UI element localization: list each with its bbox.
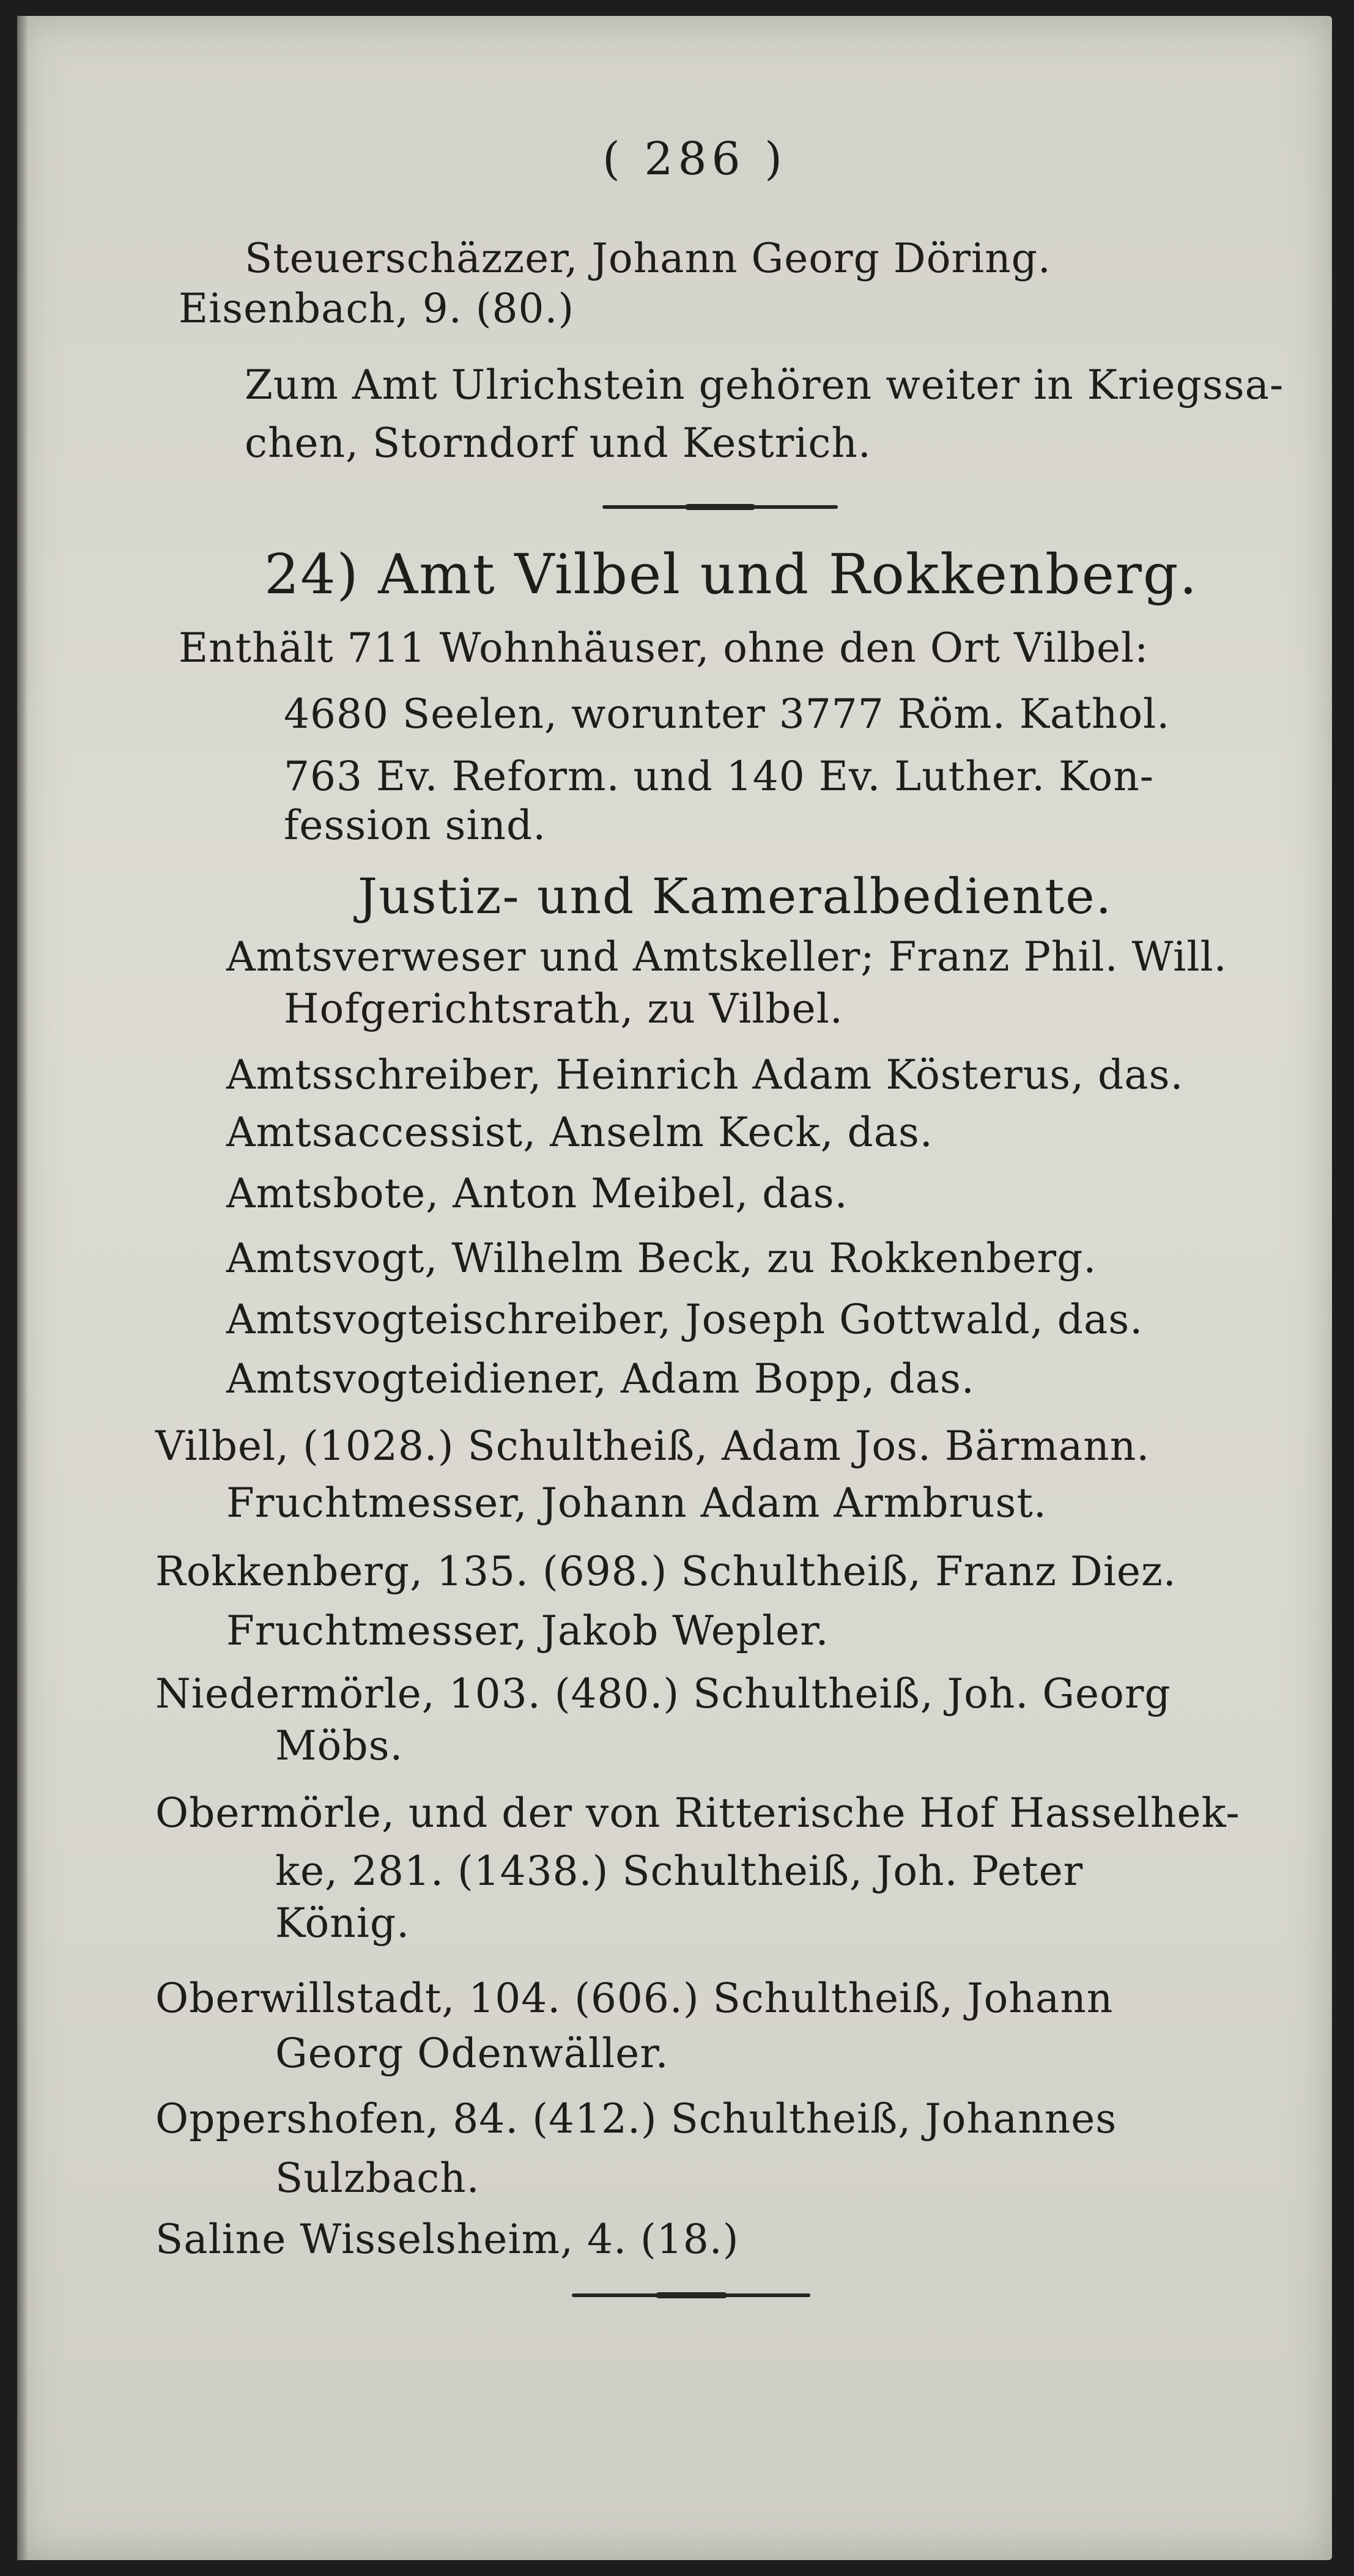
text-line: Steuerschäzzer, Johann Georg Döring. — [245, 235, 1051, 282]
list-item: Amtsvogt, Wilhelm Beck, zu Rokkenberg. — [226, 1235, 1097, 1282]
list-item: Möbs. — [275, 1722, 404, 1769]
list-item: Obermörle, und der von Ritterische Hof Hasselhek- — [155, 1790, 1240, 1837]
list-item: Amtsvogteischreiber, Joseph Gottwald, das. — [226, 1296, 1144, 1343]
list-item: Oberwillstadt, 104. (606.) Schultheiß, Johann — [155, 1975, 1114, 2022]
list-item: Amtsbote, Anton Meibel, das. — [226, 1170, 848, 1217]
page-number: ( 286 ) — [602, 133, 788, 185]
text-line: fession sind. — [284, 802, 547, 849]
text-line: Zum Amt Ulrichstein gehören weiter in Kriegssa- — [245, 361, 1284, 409]
text-line: Eisenbach, 9. (80.) — [179, 285, 575, 332]
section-title: 24) Amt Vilbel und Rokkenberg. — [264, 542, 1199, 607]
list-item: Sulzbach. — [275, 2155, 480, 2202]
text-line: 763 Ev. Reform. und 140 Ev. Luther. Kon- — [284, 753, 1155, 800]
list-item: Georg Odenwäller. — [275, 2030, 669, 2077]
list-item: Fruchtmesser, Johann Adam Armbrust. — [226, 1479, 1047, 1527]
text-line: Enthält 711 Wohnhäuser, ohne den Ort Vilbel: — [179, 624, 1149, 672]
section-divider — [602, 505, 838, 509]
list-item: Vilbel, (1028.) Schultheiß, Adam Jos. Bärmann. — [155, 1423, 1150, 1470]
list-item: Amtsaccessist, Anselm Keck, das. — [226, 1109, 933, 1156]
subsection-title: Justiz- und Kameralbediente. — [358, 868, 1113, 925]
list-item: Saline Wisselsheim, 4. (18.) — [155, 2216, 739, 2263]
list-item: Amtsverweser und Amtskeller; Franz Phil. Will. — [226, 933, 1227, 980]
text-line: 4680 Seelen, worunter 3777 Röm. Kathol. — [284, 690, 1171, 738]
list-item: Oppershofen, 84. (412.) Schultheiß, Johannes — [155, 2095, 1117, 2142]
list-item: Fruchtmesser, Jakob Wepler. — [226, 1607, 829, 1654]
list-item: König. — [275, 1900, 410, 1947]
list-item: Niedermörle, 103. (480.) Schultheiß, Joh. Georg — [155, 1670, 1171, 1717]
end-divider — [572, 2293, 810, 2297]
list-item: Rokkenberg, 135. (698.) Schultheiß, Franz Diez. — [155, 1548, 1177, 1595]
list-item: ke, 281. (1438.) Schultheiß, Joh. Peter — [275, 1848, 1084, 1895]
list-item: Amtsvogteidiener, Adam Bopp, das. — [226, 1355, 975, 1402]
list-item: Hofgerichtsrath, zu Vilbel. — [284, 985, 843, 1032]
text-line: chen, Storndorf und Kestrich. — [245, 420, 871, 467]
list-item: Amtsschreiber, Heinrich Adam Kösterus, das. — [226, 1051, 1184, 1098]
